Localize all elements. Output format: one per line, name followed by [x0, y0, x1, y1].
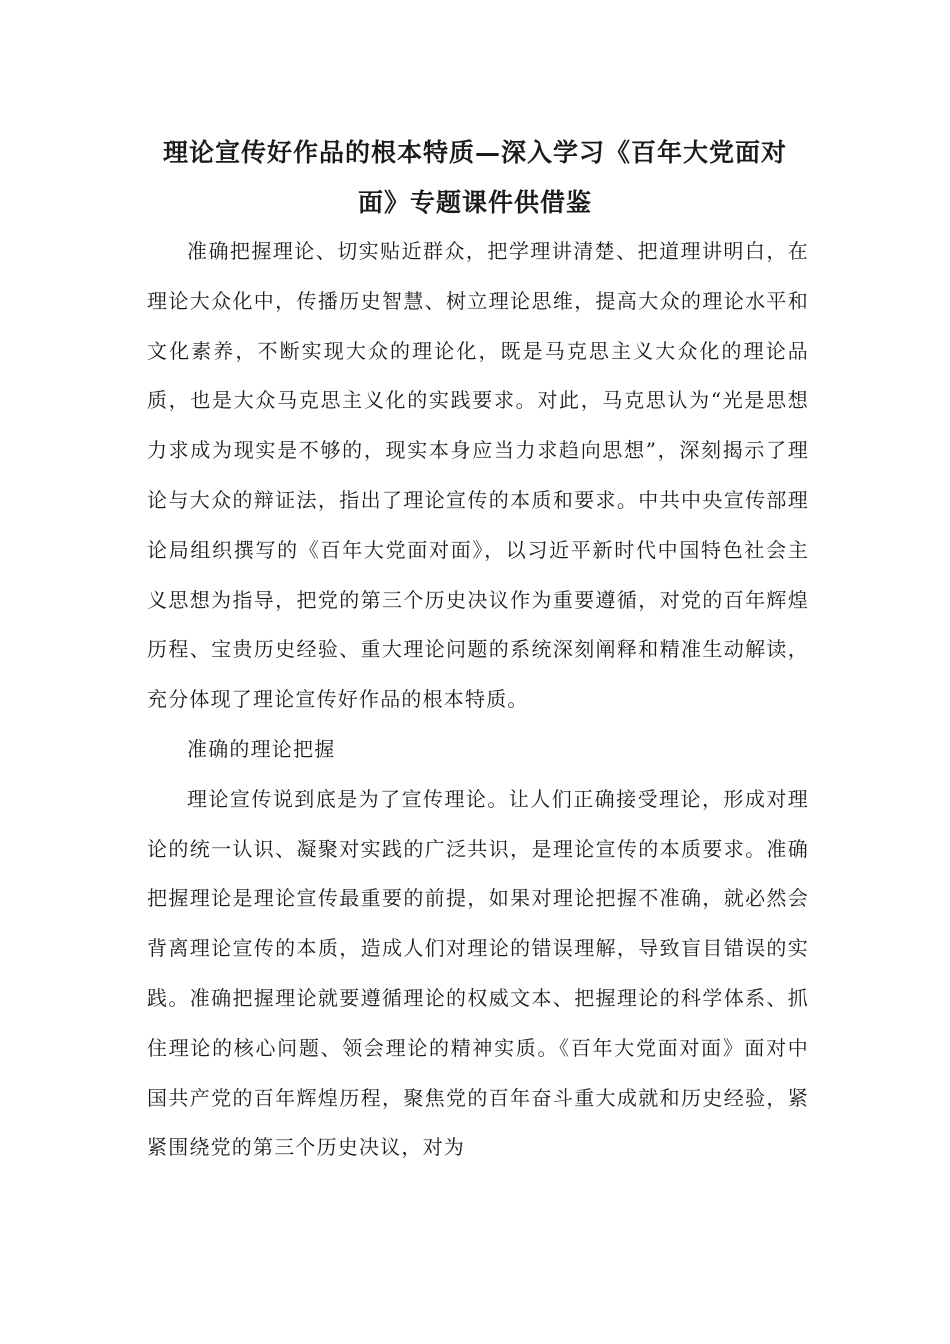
paragraph-section: 理论宣传说到底是为了宣传理论。让人们正确接受理论，形成对理论的统一认识、凝聚对实践的广泛共识，是理论宣传的本质要求。准确把握理论是理论宣传最重要的前提，如果对理论把握不准确，就必然会背离理论宣传的本质，造成人们对理论的错误理解，导致盲目错误的实践。准确把握理论就要遵循理论的权威文本、把握理论的科学体系、抓住理论的核心问题、领会理论的精神实质。《百年大党面对面》面对中国共产党的百年辉煌历程，聚焦党的百年奋斗重大成就和历史经验，紧紧围绕党的第三个历史决议，对为: [147, 786, 809, 1160]
document-body: [147, 227, 809, 1173]
document-title: [140, 128, 810, 228]
section-heading: 准确的理论把握: [187, 736, 336, 761]
title-line-2: 面》专题课件供借鉴: [357, 188, 592, 217]
title-line-1: 理论宣传好作品的根本特质—深入学习《百年大党面对: [162, 138, 787, 167]
paragraph-intro: 准确把握理论、切实贴近群众，把学理讲清楚、把道理讲明白，在理论大众化中，传播历史智慧、树立理论思维，提高大众的理论水平和文化素养，不断实现大众的理论化，既是马克思主义大众化的理论品质，也是大众马克思主义化的实践要求。对此，马克思认为“光是思想力求成为现实是不够的，现实本身应当力求趋向思想”，深刻揭示了理论与大众的辩证法，指出了理论宣传的本质和要求。中共中央宣传部理论局组织撰写的《百年大党面对面》，以习近平新时代中国特色社会主义思想为指导，把党的第三个历史决议作为重要遵循，对党的百年辉煌历程、宝贵历史经验、重大理论问题的系统深刻阐释和精准生动解读，充分体现了理论宣传好作品的根本特质。: [147, 239, 809, 712]
